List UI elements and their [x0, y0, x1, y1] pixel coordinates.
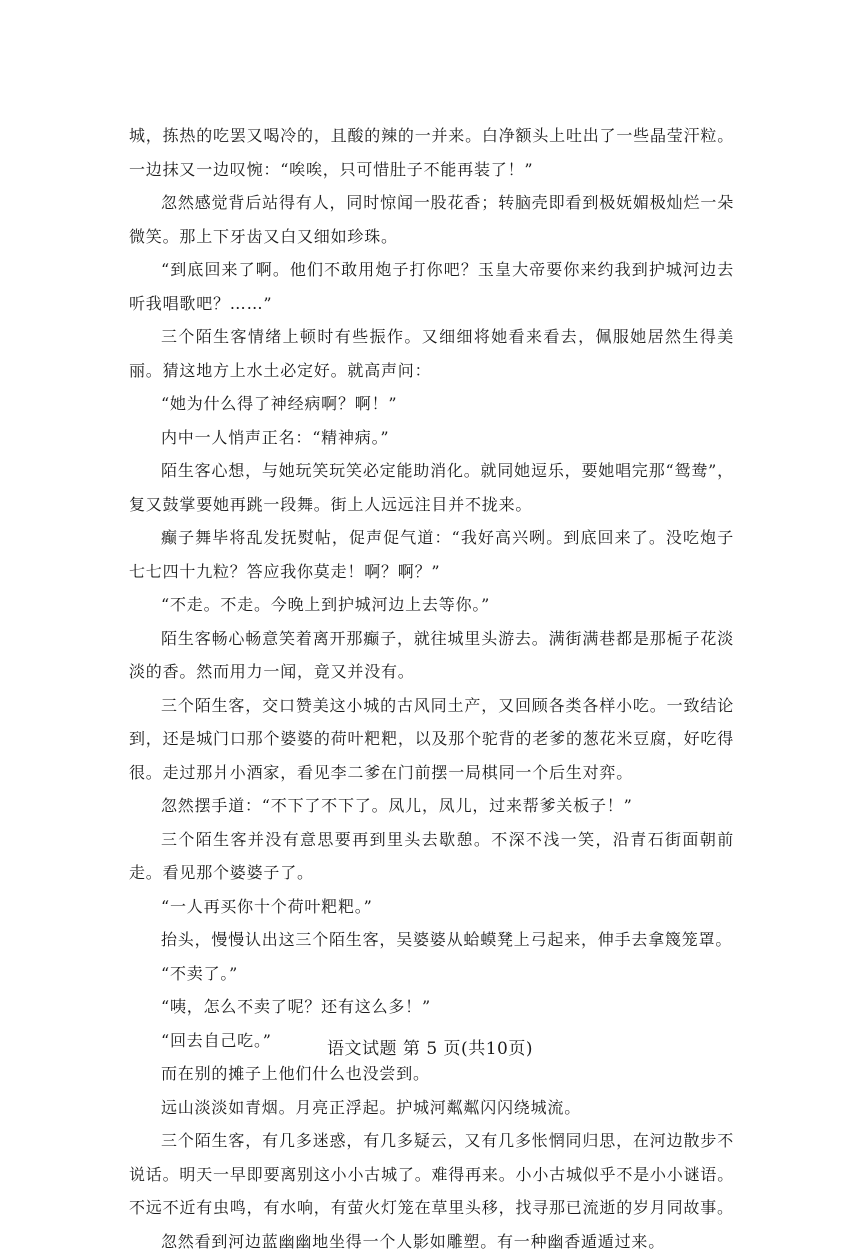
paragraph: 癫子舞毕将乱发抚熨帖，促声促气道：“我好高兴咧。到底回来了。没吃炮子七七四十九粒？答应我你莫走！啊？啊？” [129, 521, 734, 588]
story-text [129, 119, 734, 1258]
paragraph: 陌生客畅心畅意笑着离开那癫子，就往城里头游去。满街满巷都是那栀子花淡淡的香。然而用力一闻，竟又并没有。 [129, 622, 734, 689]
paragraph: 忽然看到河边蓝幽幽地坐得一个人影如雕塑。有一种幽香遁遁过来。 [129, 1225, 734, 1258]
paragraph: 陌生客心想，与她玩笑玩笑必定能助消化。就同她逗乐，要她唱完那“鸳鸯”，复又鼓掌要她再跳一段舞。街上人远远注目并不拢来。 [129, 454, 734, 521]
paragraph: 忽然摆手道：“不下了不下了。凤儿，凤儿，过来帮爹关板子！” [129, 789, 734, 823]
paragraph: 三个陌生客，有几多迷惑，有几多疑云，又有几多怅惘同归思，在河边散步不说话。明天一早即要离别这小小古城了。难得再来。小小古城似乎不是小小谜语。不远不近有虫鸣，有水响，有萤火灯笼在草里头移，找寻那已流逝的岁月同故事。 [129, 1124, 734, 1225]
paragraph: 三个陌生客，交口赞美这小城的古风同土产，又回顾各类各样小吃。一致结论到，还是城门口那个婆婆的荷叶粑粑，以及那个驼背的老爹的葱花米豆腐，好吃得很。走过那爿小酒家，看见李二爹在门前摆一局棋同一个后生对弈。 [129, 689, 734, 790]
paragraph: “回去自己吃。” [129, 1024, 734, 1058]
paragraph: 内中一人悄声正名：“精神病。” [129, 421, 734, 455]
paragraph: 城，拣热的吃罢又喝冷的，且酸的辣的一并来。白净额头上吐出了一些晶莹汗粒。一边抹又一边叹惋：“唉唉，只可惜肚子不能再装了！” [129, 119, 734, 186]
paragraph: 而在别的摊子上他们什么也没尝到。 [129, 1057, 734, 1091]
paragraph: 三个陌生客情绪上顿时有些振作。又细细将她看来看去，佩服她居然生得美丽。猜这地方上水土必定好。就高声问： [129, 320, 734, 387]
paragraph: “她为什么得了神经病啊？啊！” [129, 387, 734, 421]
paragraph: 远山淡淡如青烟。月亮正浮起。护城河粼粼闪闪绕城流。 [129, 1091, 734, 1125]
paragraph: “咦，怎么不卖了呢？还有这么多！” [129, 990, 734, 1024]
paragraph: 抬头，慢慢认出这三个陌生客，吴婆婆从蛤蟆凳上弓起来，伸手去拿篾笼罩。 [129, 923, 734, 957]
paragraph: 忽然感觉背后站得有人，同时惊闻一股花香；转脑壳即看到极妩媚极灿烂一朵微笑。那上下牙齿又白又细如珍珠。 [129, 186, 734, 253]
paragraph: “一人再买你十个荷叶粑粑。” [129, 890, 734, 924]
paragraph: “不卖了。” [129, 957, 734, 991]
paragraph: “不走。不走。今晚上到护城河边上去等你。” [129, 588, 734, 622]
paragraph: 三个陌生客并没有意思要再到里头去歇憩。不深不浅一笑，沿青石街面朝前走。看见那个婆婆子了。 [129, 823, 734, 890]
page-footer: 语文试题 第 5 页(共10页) [0, 1034, 860, 1059]
paragraph: “到底回来了啊。他们不敢用炮子打你吧？玉皇大帝要你来约我到护城河边去听我唱歌吧？……” [129, 253, 734, 320]
